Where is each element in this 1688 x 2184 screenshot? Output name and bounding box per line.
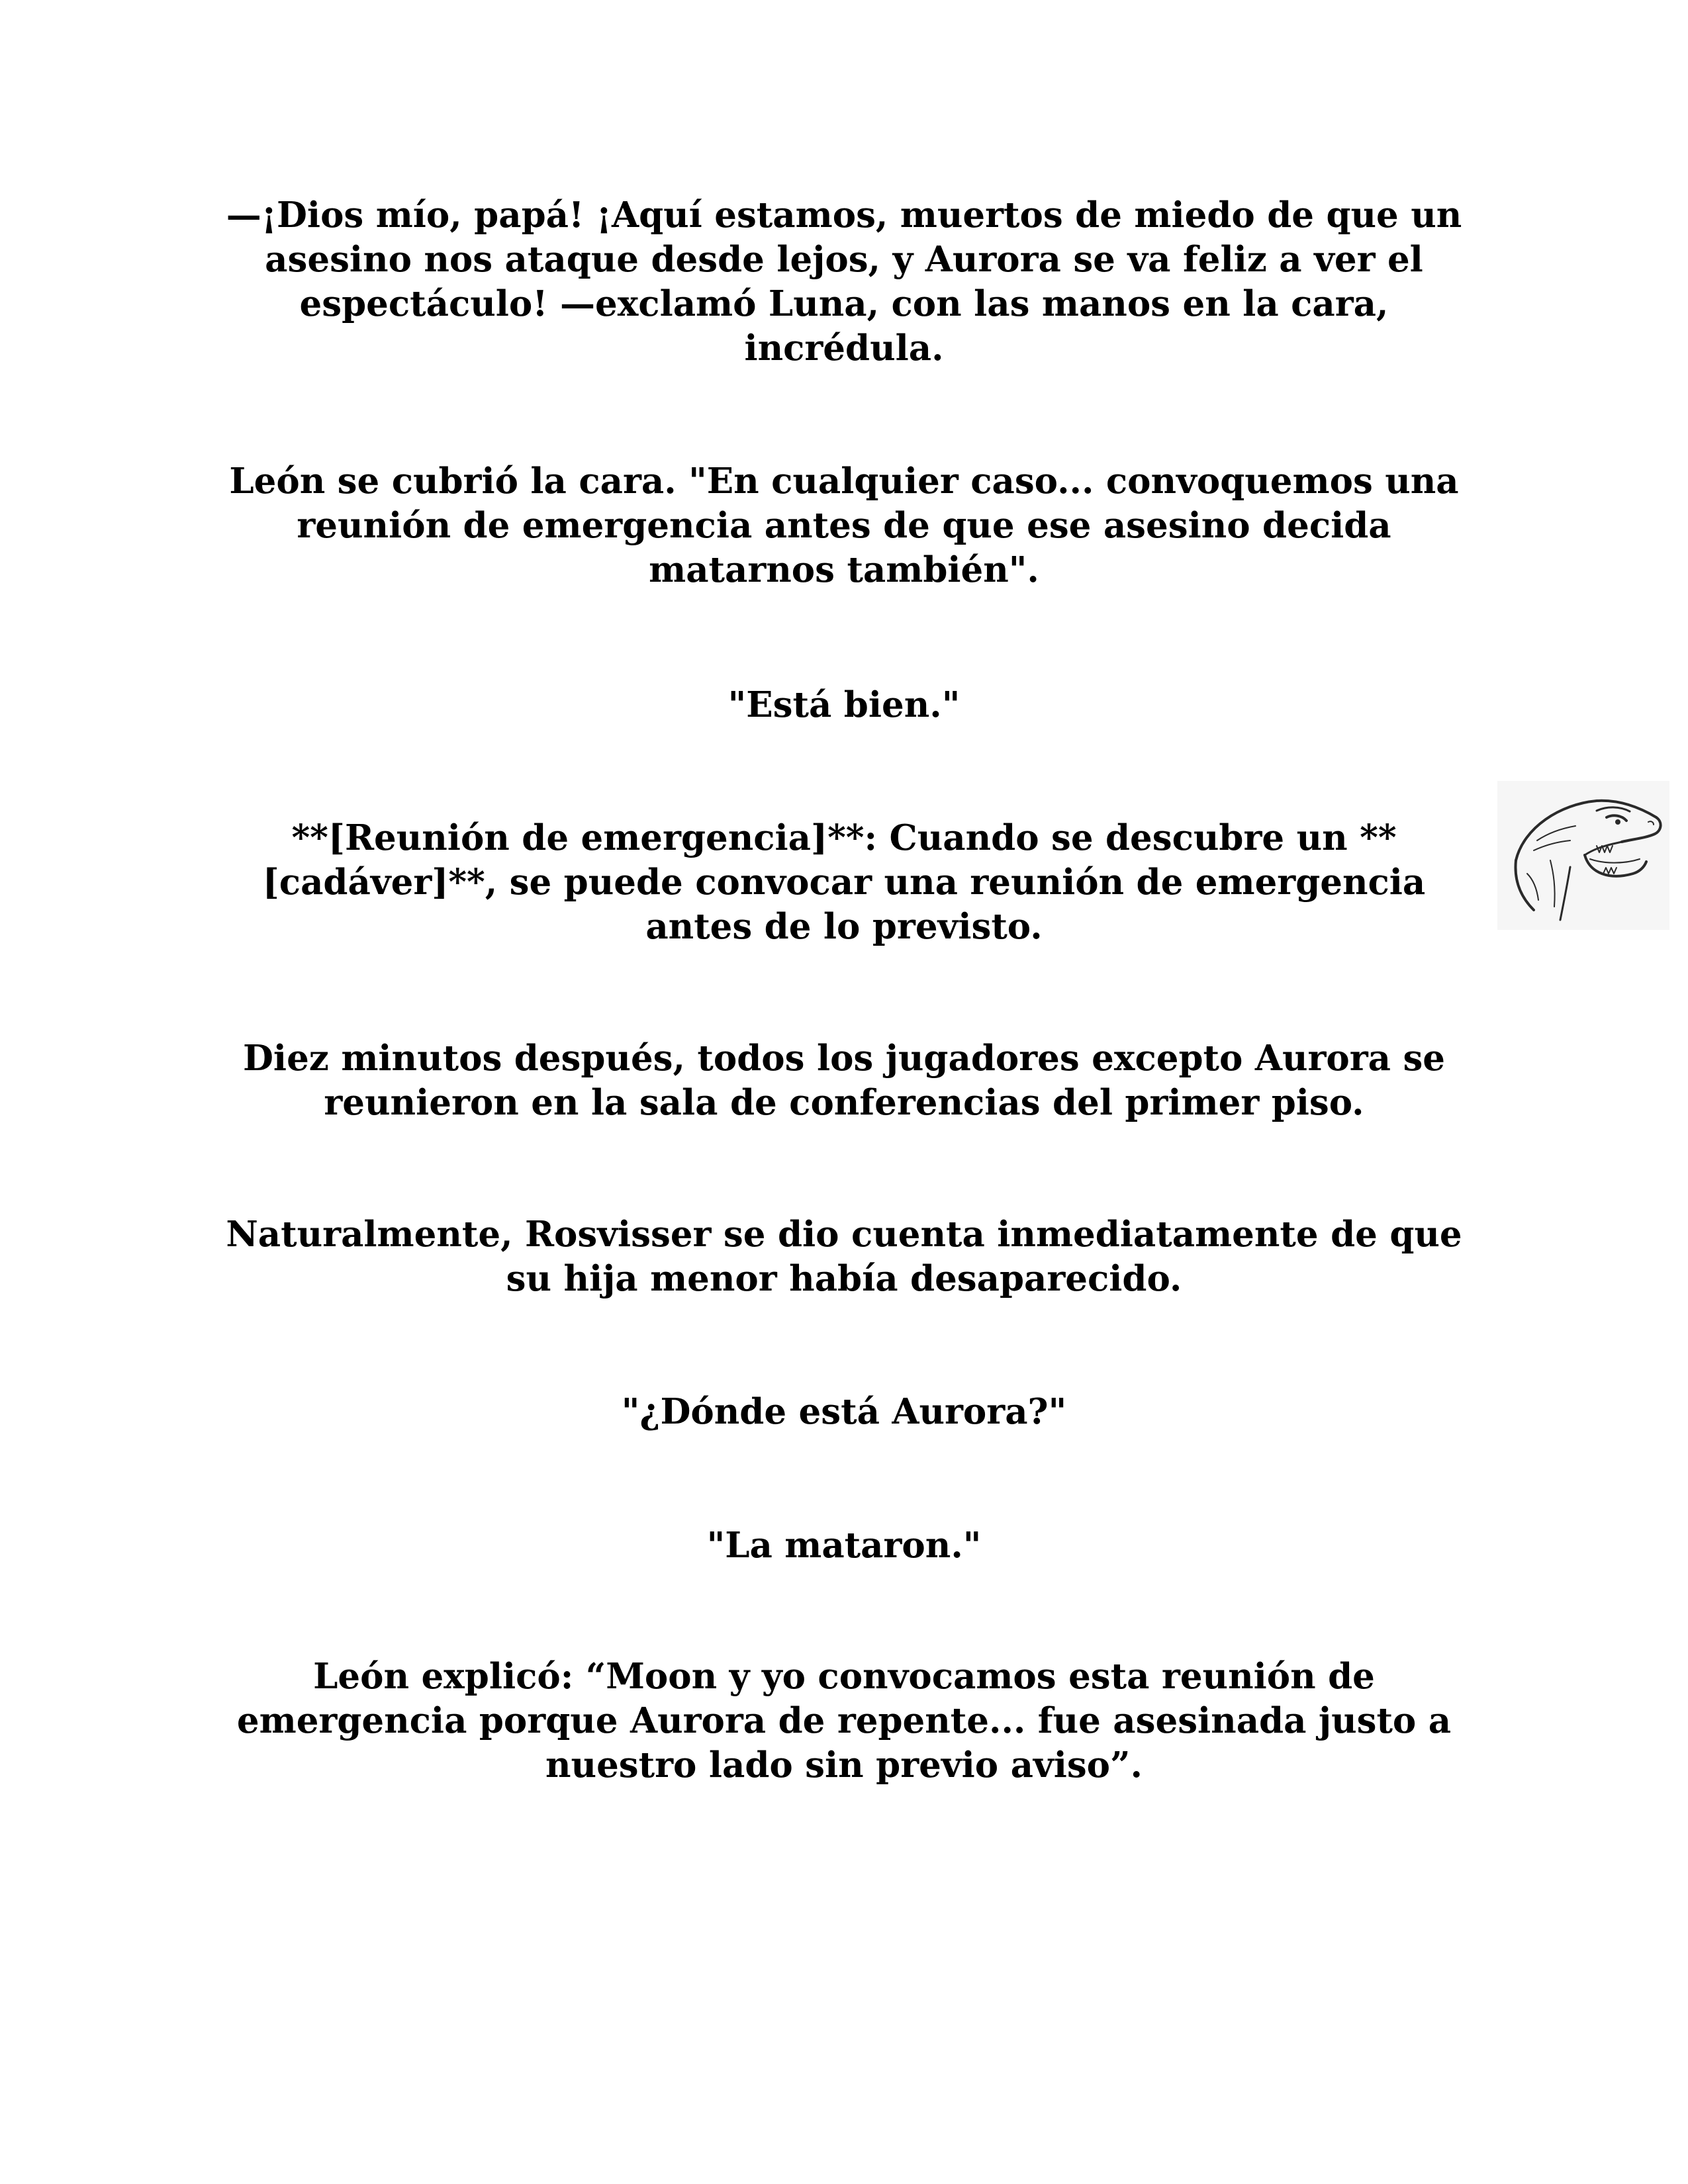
paragraph-rosvisser-notices: Naturalmente, Rosvisser se dio cuenta inmediatamente de que su hija menor había desaparecido. <box>226 1214 1462 1299</box>
paragraph-esta-bien: "Está bien." <box>727 684 961 725</box>
paragraph-ten-minutes-later: Diez minutos después, todos los jugadores excepto Aurora se reunieron en la sala de conferencias del primer piso. <box>242 1038 1446 1123</box>
paragraph-luna-exclaims: —¡Dios mío, papá! ¡Aquí estamos, muertos de miedo de que un asesino nos ataque desde lejos, y Aurora se va feliz a ver el espectáculo! —exclamó Luna, con las manos en la cara, incrédula. <box>226 195 1462 369</box>
paragraph-they-killed-her: "La mataron." <box>706 1525 982 1566</box>
paragraph-where-is-aurora: "¿Dónde está Aurora?" <box>621 1391 1067 1432</box>
paragraph-emergency-meeting-rule: **[Reunión de emergencia]**: Cuando se descubre un **[cadáver]**, se puede convocar una reunión de emergencia antes de lo previsto. <box>262 817 1426 947</box>
paragraph-leon-covers-face: León se cubrió la cara. "En cualquier caso... convoquemos una reunión de emergencia antes de que ese asesino decida matarnos también". <box>229 461 1459 590</box>
dinosaur-head-sketch-icon <box>1497 781 1669 930</box>
paragraph-leon-explains: León explicó: “Moon y yo convocamos esta reunión de emergencia porque Aurora de repente... fue asesinada justo a nuestro lado sin previo aviso”. <box>236 1656 1452 1786</box>
